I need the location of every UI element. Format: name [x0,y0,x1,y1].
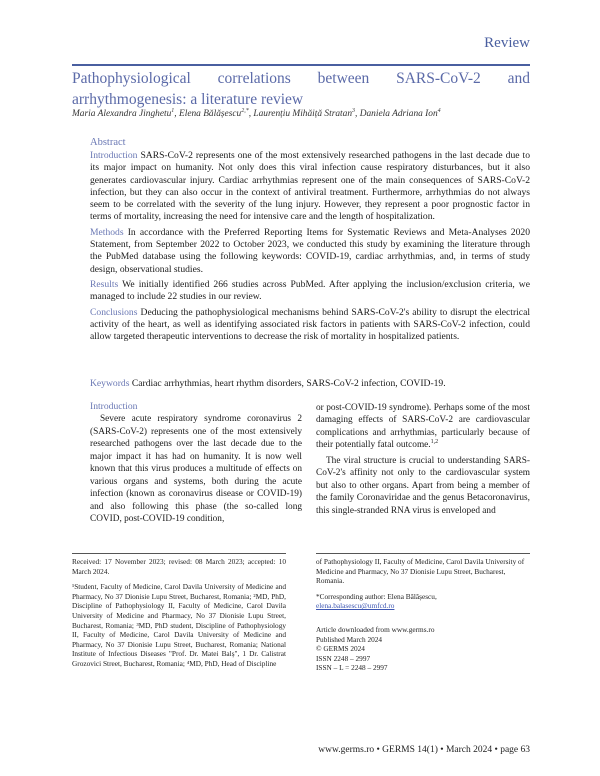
abstract-results [90,279,530,304]
article-info-line: Published March 2024 [316,634,383,644]
article-title: Pathophysiological correlations between SARS-CoV-2 and arrhythmogenesis: a literature review [72,70,530,108]
body-column-left [90,401,302,526]
author-name: Daniela Adriana Ion [359,109,438,119]
keywords [90,378,530,390]
affiliations: ¹Student, Faculty of Medicine, Carol Davila University of Medicine and Pharmacy, No 37 Dionisie Lupu Street, Bucharest, Romania; ²MD, PhD, Discipline of Pathophysiology II, Faculty of Medicine, Carol Davila University of Medicine and Pharmacy, No 37 Dionisie Lupu Street, Bucharest, Romania; ³MD, PhD student, Discipline of Pathophysiology II, Faculty of Medicine, Carol Davila University of Medicine and Pharmacy, No 37 Dionisie Lupu Street, Bucharest, Romania; National Institute of Infectious Diseases "Prof. Dr. Matei Balș", 1 Dr. Calistrat Grozovici Street, Bucharest, Romania; ⁴MD, PhD, Head of Discipline [72,582,286,668]
affiliations-continued: of Pathophysiology II, Faculty of Medicine, Carol Davila University of Medicine and Pharmacy, No 37 Dionisie Lupu Street, Bucharest, Romania. [316,557,525,586]
citation-mark: 1,2 [430,439,439,446]
footnote-divider [72,553,286,554]
abstract-text: In accordance with the Preferred Reporting Items for Systematic Reviews and Meta-Analyses 2020 Statement, from September 2022 to October 2023, we conducted this study by examining the literature through the PubMed database using the following keywords: COVID-19, cardiac arrhythmias, and, in terms of study design, observational studies. [90,226,530,275]
section-heading: Introduction [90,401,138,412]
article-info [316,625,530,673]
abstract-heading: Abstract [90,137,126,148]
abstract-label: Results [90,278,119,290]
abstract-body [90,150,530,346]
abstract-label: Conclusions [90,306,138,318]
abstract-text: We initially identified 266 studies across PubMed. After applying the inclusion/exclusion criteria, we managed to include 22 studies in our review. [90,278,530,303]
article-info-line: Article downloaded from www.germs.ro [316,624,435,634]
abstract-label: Introduction [90,150,138,161]
abstract-conclusions [90,307,530,344]
footnotes-left [72,557,286,675]
email-link[interactable]: elena.balasescu@umfcd.ro [316,601,395,611]
author-affiliation-mark: 1 [171,107,175,114]
received-dates: Received: 17 November 2023; revised: 08 March 2023; accepted: 10 March 2024. [72,557,286,576]
abstract-introduction [90,150,530,224]
author-affiliation-mark: 2,* [241,107,249,114]
abstract-methods [90,227,530,276]
abstract-label: Methods [90,226,124,238]
author-affiliation-mark: 4 [437,107,441,114]
body-paragraph: The viral structure is crucial to understanding SARS-CoV-2's affinity not only to the cardiovascular system but also to other organs. Apart from being a member of the family Coronaviridae and the genus Betacoronavirus, this single-stranded RNA virus is enveloped and [316,455,530,516]
corresponding-email[interactable] [316,601,530,611]
author-name: Laurențiu Mihăiță Stratan [253,109,353,119]
body-text: or post-COVID-19 syndrome). Perhaps some of the most damaging effects of SARS-CoV-2 are cardiovascular complications and arrhythmias, particularly because of their potentially fatal outcome. [316,403,530,451]
corresponding-author: *Corresponding author: Elena Bălășescu, [316,591,437,601]
article-info-line: ISSN – L = 2248 – 2997 [316,663,388,673]
body-paragraph [316,402,530,452]
author-name: Maria Alexandra Jinghetu [72,109,172,119]
author-name: Elena Bălășescu [178,109,242,119]
author-affiliation-mark: 3 [352,107,356,114]
header-divider [72,64,530,66]
body-paragraph: Severe acute respiratory syndrome coronavirus 2 (SARS-CoV-2) represents one of the most extensively researched pathogens over the last decade due to the major impact it has had on humanity. It is now well known that this virus produces a multitude of effects on various organs and systems, both during the acute infection (known as coronavirus disease or COVID-19) and also following this phase (the so-called long COVID, post-COVID-19 condition, [90,414,302,525]
footnote-divider [316,553,530,554]
abstract-text: Deducing the pathophysiological mechanisms behind SARS-CoV-2's ability to disrupt the electrical activity of the heart, as well as identifying associated risk factors in patients with SARS-CoV-2 infection, could allow targeted therapeutic interventions to decrease the risk of mortality in hospitalized patients. [90,306,530,343]
keywords-text: Cardiac arrhythmias, heart rhythm disorders, SARS-CoV-2 infection, COVID-19. [131,378,446,389]
page-footer: www.germs.ro • GERMS 14(1) • March 2024 • page 63 [318,745,530,755]
article-info-line: ISSN 2248 – 2997 [316,653,371,663]
keywords-label: Keywords [90,378,130,389]
section-label: Review [484,35,530,51]
article-info-line: © GERMS 2024 [316,644,365,654]
author-list: Maria Alexandra Jinghetu$^1$, Elena Bălășescu$^{2,*}$, Laurențiu Mihăiță Stratan$^3$, Daniela Adriana Ion$^4$ [72,107,441,119]
footnotes-right [316,557,530,673]
abstract-text: SARS-CoV-2 represents one of the most extensively researched pathogens in the last decade due to its major impact on humanity. Not only does this viral infection cause respiratory disturbances, but it also generates cardiovascular injury. Cardiac arrhythmias represent one of the main consequences of SARS-CoV-2 infection, but they can also occur in the context of antiviral treatment. Furthermore, arrhythmias do not always seem to be correlated with the severity of the lung injury. However, they represent a poor prognostic factor in terms of mortality, increasing the need for intensive care and the length of hospitalization. [90,150,530,223]
body-column-right [316,402,530,517]
